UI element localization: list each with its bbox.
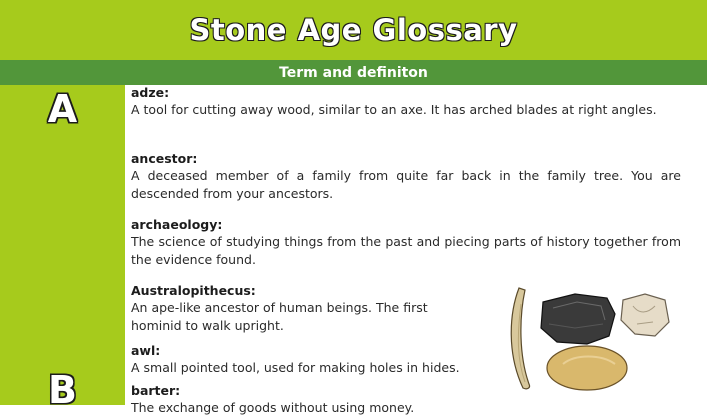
glossary-entry: [131, 217, 681, 269]
glossary-definition: A tool for cutting away wood, similar to an axe. It has arched blades at right angles.: [131, 102, 657, 117]
glossary-entry: [131, 151, 681, 203]
glossary-definition: An ape-like ancestor of human beings. The first hominid to walk upright.: [131, 300, 428, 333]
glossary-term: adze:: [131, 85, 170, 100]
page-title: Stone Age Glossary: [189, 13, 518, 47]
flint-stone-icon: [541, 294, 615, 344]
section-letter-a: A: [47, 87, 78, 131]
glossary-term: awl:: [131, 343, 161, 358]
bone-chunk-icon: [621, 294, 669, 336]
letter-column: [0, 85, 125, 412]
subheader-bar: [0, 60, 707, 85]
glossary-definition: A deceased member of a family from quite far back in the family tree. You are descended from your ancestors.: [131, 168, 681, 201]
bone-tool-icon: [511, 288, 529, 389]
glossary-definition: The science of studying things from the past and piecing parts of history together from the evidence found.: [131, 234, 681, 267]
glossary-term: ancestor:: [131, 151, 198, 166]
glossary-term: archaeology:: [131, 217, 223, 232]
column-header: Term and definiton: [279, 64, 428, 81]
glossary-entry: [131, 85, 681, 119]
glossary-term: Australopithecus:: [131, 283, 256, 298]
title-bar: [0, 0, 707, 60]
hammer-stone-icon: [547, 346, 627, 390]
stone-tools-illustration: [505, 284, 705, 394]
glossary-definition: The exchange of goods without using money.: [131, 400, 415, 415]
section-letter-b: B: [48, 368, 77, 412]
glossary-definition: A small pointed tool, used for making holes in hides.: [131, 360, 460, 375]
glossary-term: barter:: [131, 383, 181, 398]
